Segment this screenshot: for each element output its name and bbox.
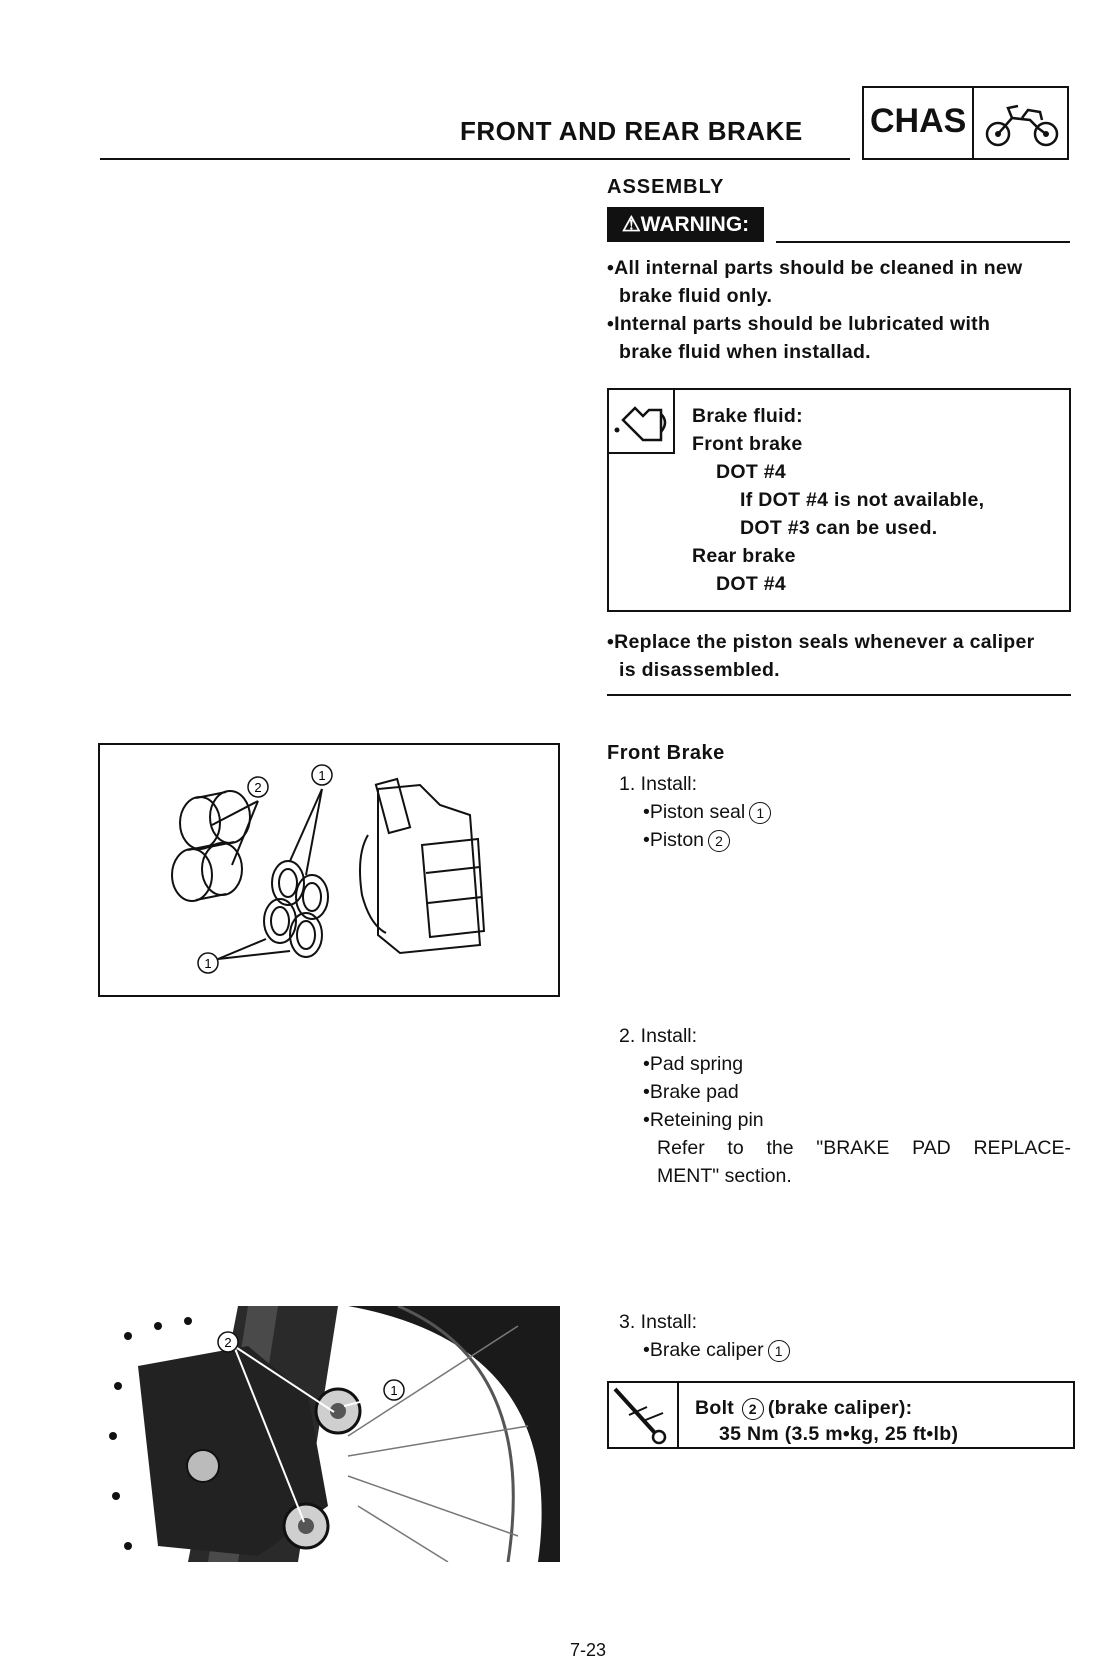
step2-item: •Pad spring (643, 1053, 744, 1075)
page-title: FRONT AND REAR BRAKE (460, 116, 803, 146)
figure1-label: 1 (318, 768, 326, 783)
step1-item-text: •Piston (643, 829, 705, 851)
motorcycle-icon (982, 98, 1064, 150)
step3-item (643, 1336, 790, 1364)
front-brake-heading: Front Brake (607, 742, 725, 764)
step1-item-text: •Piston seal (643, 801, 746, 823)
warning-line: •All internal parts should be cleaned in new (607, 257, 1023, 279)
torque-bolt-desc: (brake caliper): (767, 1397, 913, 1419)
fluid-line: DOT #3 can be used. (740, 517, 938, 539)
part-marker: 1 (749, 802, 771, 824)
part-marker: 1 (768, 1340, 790, 1362)
header-rule (100, 158, 850, 160)
torque-line1 (695, 1394, 912, 1422)
step1-item (643, 798, 771, 826)
warning-rule (776, 241, 1070, 243)
note-line: •Replace the piston seals whenever a caliper (607, 631, 1035, 653)
section-rule (607, 694, 1071, 696)
fluid-line: If DOT #4 is not available, (740, 489, 985, 511)
figure2-label: 2 (224, 1335, 232, 1350)
fluid-line: Brake fluid: (692, 405, 803, 427)
part-marker: 2 (742, 1398, 764, 1420)
step1-label: 1. Install: (619, 773, 698, 795)
note-line: is disassembled. (619, 659, 780, 681)
step2-item: •Reteining pin (643, 1109, 764, 1131)
caliper-installation-photo (98, 1306, 560, 1562)
step2-reference: Refer to the "BRAKE PAD REPLACE- (657, 1137, 1071, 1159)
warning-line: brake fluid only. (619, 285, 773, 307)
page-number: 7-23 (570, 1640, 607, 1660)
caliper-parts-illustration (98, 743, 560, 997)
section-badge (862, 86, 1069, 160)
warning-line: brake fluid when installad. (619, 341, 871, 363)
step1-item (643, 826, 730, 854)
torque-value: 35 Nm (3.5 m•kg, 25 ft•lb) (719, 1423, 959, 1445)
torque-wrench-icon (607, 1381, 679, 1449)
figure1-label: 1 (204, 956, 212, 971)
section-code: CHAS (870, 102, 967, 140)
fluid-line: DOT #4 (716, 573, 787, 595)
fluid-line: DOT #4 (716, 461, 787, 483)
torque-bolt-label: Bolt (695, 1397, 735, 1419)
warning-badge: ⚠WARNING: (607, 207, 764, 242)
figure2-label: 1 (390, 1383, 398, 1398)
fluid-line: Rear brake (692, 545, 796, 567)
oil-can-icon (607, 388, 675, 454)
fluid-line: Front brake (692, 433, 803, 455)
step2-item: •Brake pad (643, 1081, 739, 1103)
step2-reference: MENT" section. (657, 1165, 792, 1187)
step3-item-text: •Brake caliper (643, 1339, 764, 1361)
step3-label: 3. Install: (619, 1311, 698, 1333)
part-marker: 2 (708, 830, 730, 852)
assembly-heading: ASSEMBLY (607, 176, 725, 198)
step2-label: 2. Install: (619, 1025, 698, 1047)
figure1-label: 2 (254, 780, 262, 795)
section-badge-divider (972, 88, 974, 158)
warning-line: •Internal parts should be lubricated with (607, 313, 991, 335)
